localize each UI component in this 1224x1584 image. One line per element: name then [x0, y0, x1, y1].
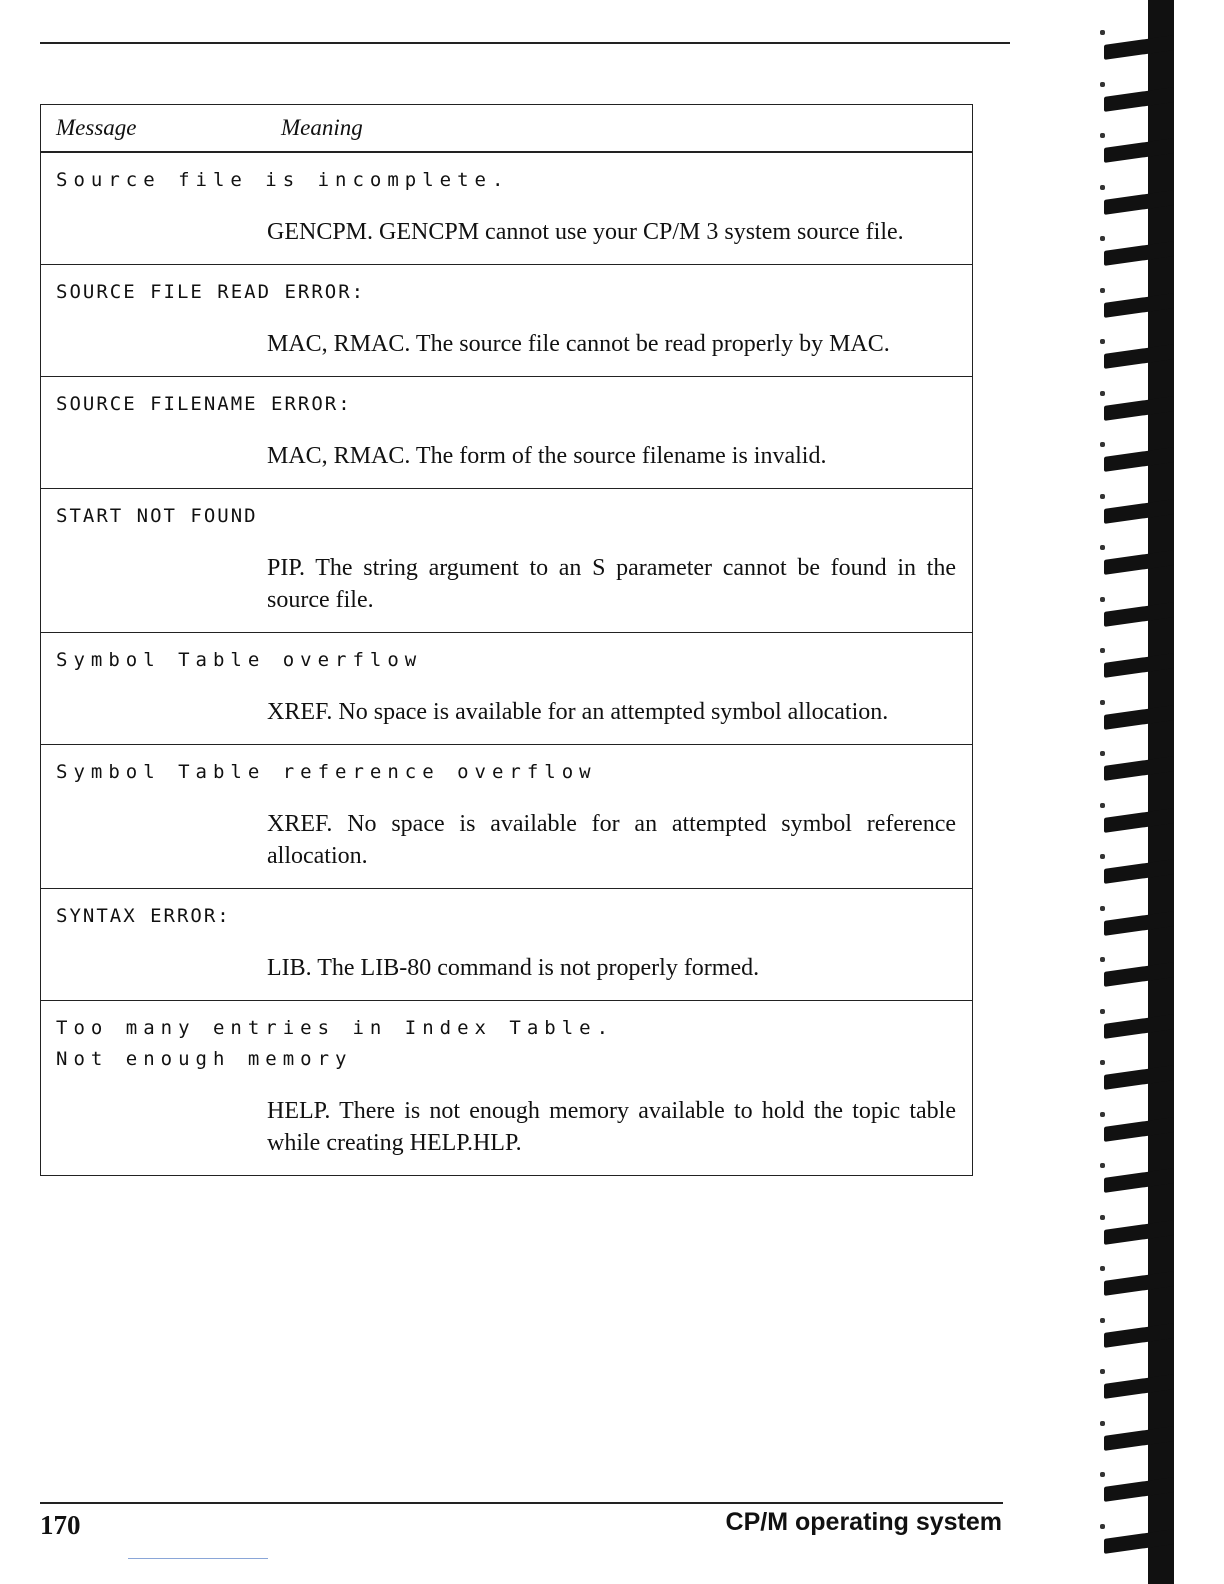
table-row	[41, 152, 973, 265]
meaning-text: GENCPM. GENCPM cannot use your CP/M 3 system source file.	[267, 219, 904, 245]
binding-tick	[1100, 700, 1105, 705]
message-text: Source file is incomplete.	[56, 169, 510, 191]
bottom-rule	[40, 1502, 1003, 1504]
table-entry	[41, 489, 973, 633]
table-row	[41, 265, 973, 377]
table-row	[41, 1001, 973, 1176]
binding-tick	[1100, 906, 1105, 911]
message-text: SOURCE FILENAME ERROR:	[56, 393, 352, 415]
table-entry	[41, 265, 973, 377]
binding-tick	[1100, 1318, 1105, 1323]
binding-tick	[1100, 957, 1105, 962]
table-row	[41, 489, 973, 633]
table-entry	[41, 152, 973, 265]
binding-tick	[1100, 133, 1105, 138]
scan-underline-mark	[128, 1558, 268, 1559]
top-rule	[40, 42, 1010, 44]
meaning-text: MAC, RMAC. The form of the source filename is invalid.	[267, 443, 827, 469]
meaning-text: MAC, RMAC. The source file cannot be read properly by MAC.	[267, 331, 890, 357]
table-entry	[41, 377, 973, 489]
message-text: SOURCE FILE READ ERROR:	[56, 281, 366, 303]
binding-tick	[1100, 1009, 1105, 1014]
binding-tick	[1100, 751, 1105, 756]
binding-tick	[1100, 1524, 1105, 1529]
binding-tick	[1100, 1369, 1105, 1374]
binding-tick	[1100, 1421, 1105, 1426]
table-header-row	[41, 105, 973, 153]
table-row	[41, 745, 973, 889]
message-text: Symbol Table overflow	[56, 649, 423, 671]
binding-tick	[1100, 1060, 1105, 1065]
binding-tick	[1100, 648, 1105, 653]
binding-tick	[1100, 1472, 1105, 1477]
table-entry	[41, 745, 973, 889]
binding-tick	[1100, 1163, 1105, 1168]
footer-title: CP/M operating system	[725, 1508, 1002, 1536]
binding-tick	[1100, 288, 1105, 293]
meaning-text: LIB. The LIB-80 command is not properly formed.	[267, 955, 760, 981]
binding-tick	[1100, 545, 1105, 550]
meaning-text: XREF. No space is available for an attempted symbol reference allocation.	[267, 811, 956, 869]
table-entry	[41, 1001, 973, 1176]
header-meaning: Meaning	[266, 105, 973, 153]
table-row	[41, 377, 973, 489]
binding-tick	[1100, 803, 1105, 808]
message-text: Not enough memory	[56, 1048, 353, 1070]
binding-tick	[1100, 30, 1105, 35]
table-entry	[41, 889, 973, 1001]
binding-tick	[1100, 854, 1105, 859]
table-row	[41, 633, 973, 745]
binding-tick	[1100, 1266, 1105, 1271]
message-text: Too many entries in Index Table.	[56, 1017, 615, 1039]
meaning-text: PIP. The string argument to an S parameter cannot be found in the source file.	[267, 555, 956, 613]
page-number: 170	[40, 1510, 81, 1540]
table-entry	[41, 633, 973, 745]
message-text: SYNTAX ERROR:	[56, 905, 231, 927]
header-message: Message	[41, 105, 267, 153]
binding-tick	[1100, 1112, 1105, 1117]
binding-tick	[1100, 185, 1105, 190]
meaning-text: HELP. There is not enough memory available to hold the topic table while creating HELP.HLP.	[267, 1098, 956, 1156]
binding-tick	[1100, 391, 1105, 396]
table-row	[41, 889, 973, 1001]
binding-tick	[1100, 494, 1105, 499]
binding-tick	[1100, 339, 1105, 344]
binding-tick	[1100, 597, 1105, 602]
meaning-text: XREF. No space is available for an attempted symbol allocation.	[267, 699, 889, 725]
message-text: Symbol Table reference overflow	[56, 761, 597, 783]
message-text: START NOT FOUND	[56, 505, 258, 527]
binding-tick	[1100, 236, 1105, 241]
binding-tick	[1100, 82, 1105, 87]
error-message-table	[40, 104, 973, 1176]
binding-tick	[1100, 1215, 1105, 1220]
spiral-binding	[1148, 0, 1174, 1584]
binding-tick	[1100, 442, 1105, 447]
